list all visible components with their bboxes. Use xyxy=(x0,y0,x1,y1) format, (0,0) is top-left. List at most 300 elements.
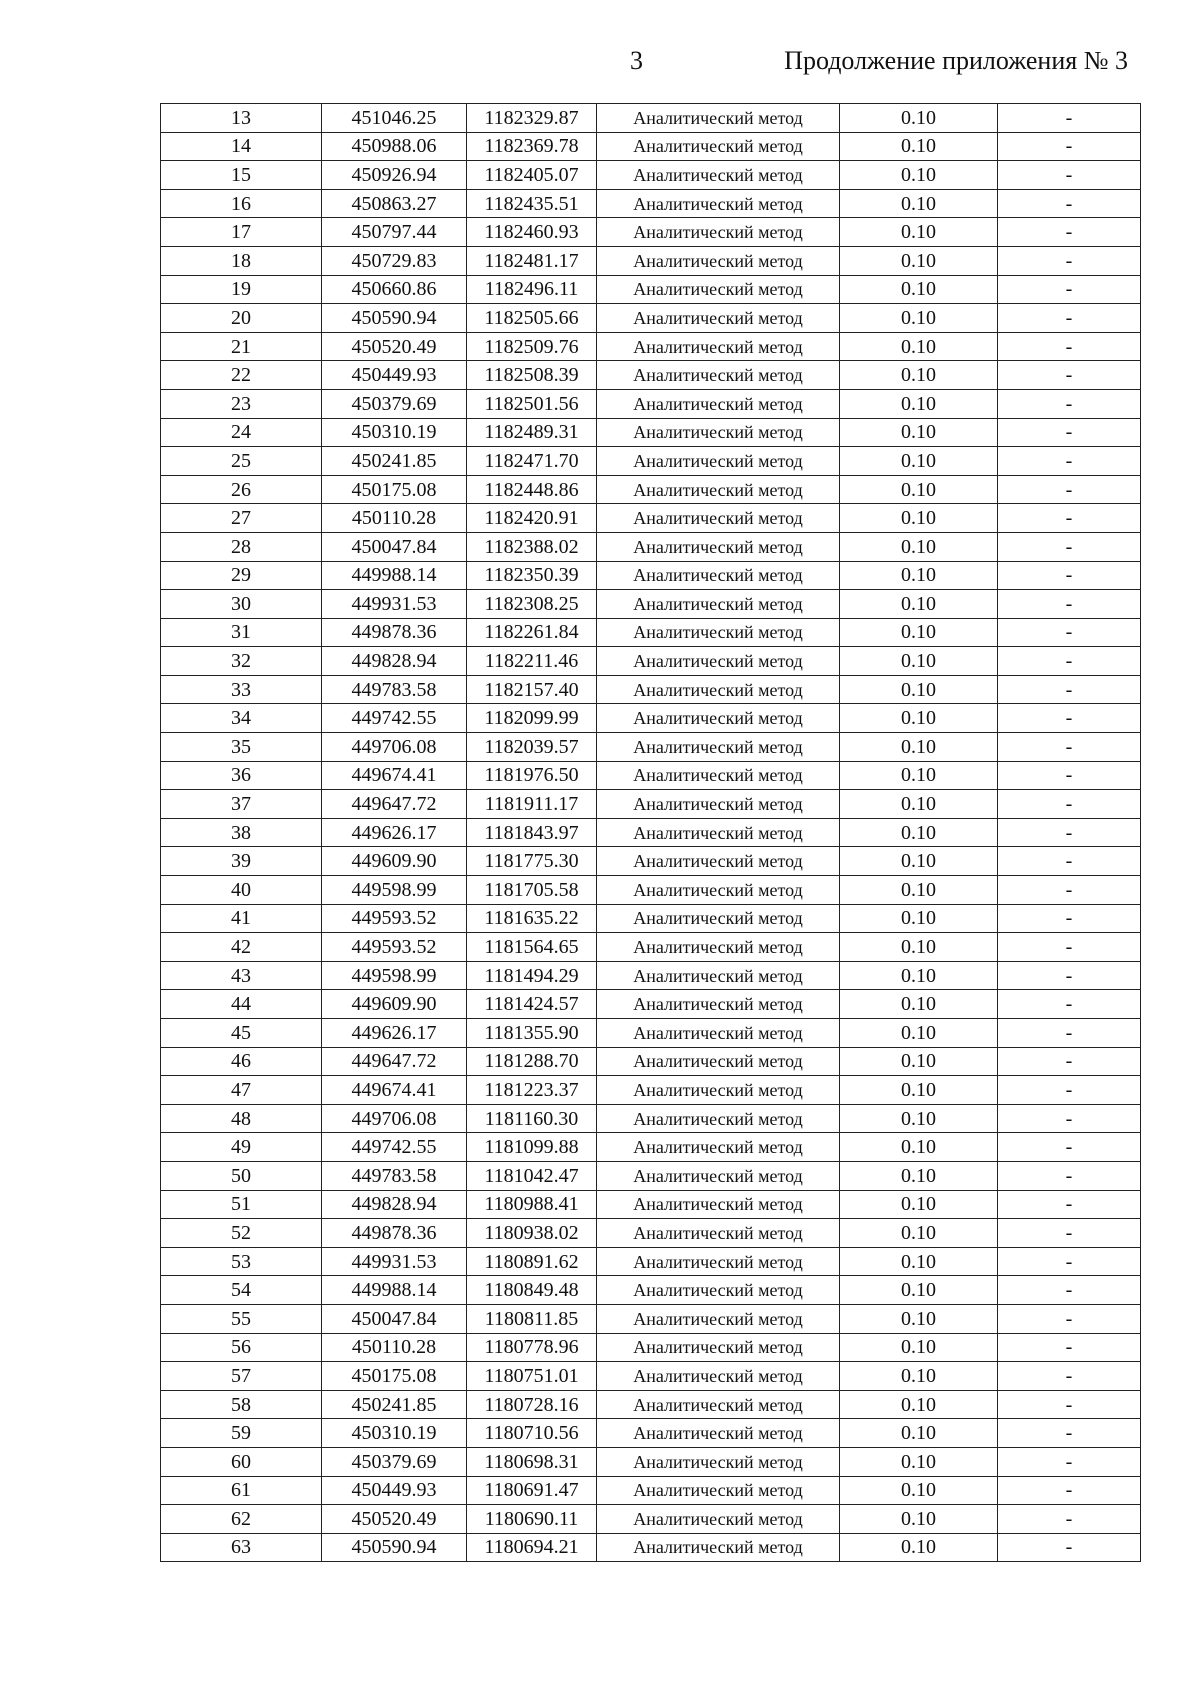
note-cell: - xyxy=(998,246,1141,275)
y-coordinate-cell: 1181424.57 xyxy=(467,990,597,1019)
y-coordinate-cell: 1181976.50 xyxy=(467,761,597,790)
point-number-cell: 26 xyxy=(161,475,322,504)
note-cell: - xyxy=(998,733,1141,762)
point-number-cell: 57 xyxy=(161,1362,322,1391)
accuracy-cell: 0.10 xyxy=(840,847,998,876)
table-row xyxy=(161,1419,1141,1448)
point-number-cell: 48 xyxy=(161,1104,322,1133)
note-cell: - xyxy=(998,104,1141,133)
accuracy-cell: 0.10 xyxy=(840,1104,998,1133)
point-number-cell: 20 xyxy=(161,304,322,333)
point-number-cell: 23 xyxy=(161,389,322,418)
y-coordinate-cell: 1182448.86 xyxy=(467,475,597,504)
note-cell: - xyxy=(998,818,1141,847)
table-row xyxy=(161,304,1141,333)
y-coordinate-cell: 1180891.62 xyxy=(467,1247,597,1276)
method-cell: Аналитический метод xyxy=(597,704,840,733)
note-cell: - xyxy=(998,961,1141,990)
table-row xyxy=(161,161,1141,190)
method-cell: Аналитический метод xyxy=(597,1190,840,1219)
accuracy-cell: 0.10 xyxy=(840,618,998,647)
y-coordinate-cell: 1180849.48 xyxy=(467,1276,597,1305)
x-coordinate-cell: 449931.53 xyxy=(322,590,467,619)
x-coordinate-cell: 450379.69 xyxy=(322,1447,467,1476)
point-number-cell: 60 xyxy=(161,1447,322,1476)
point-number-cell: 55 xyxy=(161,1304,322,1333)
method-cell: Аналитический метод xyxy=(597,1304,840,1333)
note-cell: - xyxy=(998,1390,1141,1419)
accuracy-cell: 0.10 xyxy=(840,876,998,905)
note-cell: - xyxy=(998,761,1141,790)
x-coordinate-cell: 450863.27 xyxy=(322,189,467,218)
accuracy-cell: 0.10 xyxy=(840,647,998,676)
accuracy-cell: 0.10 xyxy=(840,447,998,476)
accuracy-cell: 0.10 xyxy=(840,275,998,304)
x-coordinate-cell: 450926.94 xyxy=(322,161,467,190)
y-coordinate-cell: 1181223.37 xyxy=(467,1076,597,1105)
note-cell: - xyxy=(998,1161,1141,1190)
x-coordinate-cell: 450449.93 xyxy=(322,361,467,390)
x-coordinate-cell: 450590.94 xyxy=(322,1533,467,1562)
table-row xyxy=(161,1476,1141,1505)
x-coordinate-cell: 450379.69 xyxy=(322,389,467,418)
accuracy-cell: 0.10 xyxy=(840,1190,998,1219)
point-number-cell: 63 xyxy=(161,1533,322,1562)
note-cell: - xyxy=(998,790,1141,819)
table-row xyxy=(161,704,1141,733)
point-number-cell: 32 xyxy=(161,647,322,676)
accuracy-cell: 0.10 xyxy=(840,1019,998,1048)
table-row xyxy=(161,618,1141,647)
y-coordinate-cell: 1182501.56 xyxy=(467,389,597,418)
x-coordinate-cell: 449742.55 xyxy=(322,704,467,733)
note-cell: - xyxy=(998,332,1141,361)
method-cell: Аналитический метод xyxy=(597,389,840,418)
coordinates-table xyxy=(160,103,1141,1562)
method-cell: Аналитический метод xyxy=(597,1076,840,1105)
table-row xyxy=(161,361,1141,390)
method-cell: Аналитический метод xyxy=(597,561,840,590)
table-row xyxy=(161,1362,1141,1391)
table-row xyxy=(161,475,1141,504)
note-cell: - xyxy=(998,418,1141,447)
accuracy-cell: 0.10 xyxy=(840,361,998,390)
note-cell: - xyxy=(998,361,1141,390)
method-cell: Аналитический метод xyxy=(597,161,840,190)
accuracy-cell: 0.10 xyxy=(840,961,998,990)
point-number-cell: 15 xyxy=(161,161,322,190)
page-caption: Продолжение приложения № 3 xyxy=(784,46,1128,75)
method-cell: Аналитический метод xyxy=(597,361,840,390)
point-number-cell: 38 xyxy=(161,818,322,847)
x-coordinate-cell: 450310.19 xyxy=(322,1419,467,1448)
method-cell: Аналитический метод xyxy=(597,304,840,333)
x-coordinate-cell: 450729.83 xyxy=(322,246,467,275)
method-cell: Аналитический метод xyxy=(597,1133,840,1162)
method-cell: Аналитический метод xyxy=(597,847,840,876)
method-cell: Аналитический метод xyxy=(597,1019,840,1048)
accuracy-cell: 0.10 xyxy=(840,504,998,533)
note-cell: - xyxy=(998,132,1141,161)
table-row xyxy=(161,275,1141,304)
table-row xyxy=(161,990,1141,1019)
point-number-cell: 31 xyxy=(161,618,322,647)
point-number-cell: 45 xyxy=(161,1019,322,1048)
method-cell: Аналитический метод xyxy=(597,961,840,990)
point-number-cell: 34 xyxy=(161,704,322,733)
y-coordinate-cell: 1181775.30 xyxy=(467,847,597,876)
y-coordinate-cell: 1182460.93 xyxy=(467,218,597,247)
point-number-cell: 24 xyxy=(161,418,322,447)
y-coordinate-cell: 1180811.85 xyxy=(467,1304,597,1333)
method-cell: Аналитический метод xyxy=(597,1533,840,1562)
accuracy-cell: 0.10 xyxy=(840,1362,998,1391)
point-number-cell: 42 xyxy=(161,933,322,962)
table-row xyxy=(161,675,1141,704)
x-coordinate-cell: 449609.90 xyxy=(322,990,467,1019)
note-cell: - xyxy=(998,161,1141,190)
method-cell: Аналитический метод xyxy=(597,990,840,1019)
accuracy-cell: 0.10 xyxy=(840,561,998,590)
note-cell: - xyxy=(998,304,1141,333)
point-number-cell: 62 xyxy=(161,1505,322,1534)
note-cell: - xyxy=(998,704,1141,733)
x-coordinate-cell: 449988.14 xyxy=(322,1276,467,1305)
table-row xyxy=(161,1219,1141,1248)
accuracy-cell: 0.10 xyxy=(840,1219,998,1248)
note-cell: - xyxy=(998,847,1141,876)
accuracy-cell: 0.10 xyxy=(840,704,998,733)
method-cell: Аналитический метод xyxy=(597,189,840,218)
y-coordinate-cell: 1182329.87 xyxy=(467,104,597,133)
method-cell: Аналитический метод xyxy=(597,246,840,275)
point-number-cell: 58 xyxy=(161,1390,322,1419)
x-coordinate-cell: 449598.99 xyxy=(322,961,467,990)
y-coordinate-cell: 1181099.88 xyxy=(467,1133,597,1162)
table-row xyxy=(161,246,1141,275)
note-cell: - xyxy=(998,933,1141,962)
note-cell: - xyxy=(998,1076,1141,1105)
method-cell: Аналитический метод xyxy=(597,1161,840,1190)
x-coordinate-cell: 449647.72 xyxy=(322,1047,467,1076)
method-cell: Аналитический метод xyxy=(597,647,840,676)
method-cell: Аналитический метод xyxy=(597,1276,840,1305)
x-coordinate-cell: 449674.41 xyxy=(322,1076,467,1105)
accuracy-cell: 0.10 xyxy=(840,1276,998,1305)
point-number-cell: 54 xyxy=(161,1276,322,1305)
accuracy-cell: 0.10 xyxy=(840,1505,998,1534)
table-row xyxy=(161,132,1141,161)
y-coordinate-cell: 1182039.57 xyxy=(467,733,597,762)
note-cell: - xyxy=(998,1104,1141,1133)
note-cell: - xyxy=(998,1133,1141,1162)
x-coordinate-cell: 449647.72 xyxy=(322,790,467,819)
accuracy-cell: 0.10 xyxy=(840,104,998,133)
y-coordinate-cell: 1181355.90 xyxy=(467,1019,597,1048)
table-row xyxy=(161,1076,1141,1105)
table-row xyxy=(161,818,1141,847)
note-cell: - xyxy=(998,1219,1141,1248)
accuracy-cell: 0.10 xyxy=(840,1161,998,1190)
note-cell: - xyxy=(998,475,1141,504)
point-number-cell: 44 xyxy=(161,990,322,1019)
x-coordinate-cell: 450520.49 xyxy=(322,332,467,361)
x-coordinate-cell: 450241.85 xyxy=(322,447,467,476)
accuracy-cell: 0.10 xyxy=(840,675,998,704)
y-coordinate-cell: 1181843.97 xyxy=(467,818,597,847)
note-cell: - xyxy=(998,1333,1141,1362)
accuracy-cell: 0.10 xyxy=(840,1133,998,1162)
note-cell: - xyxy=(998,1362,1141,1391)
accuracy-cell: 0.10 xyxy=(840,132,998,161)
y-coordinate-cell: 1182508.39 xyxy=(467,361,597,390)
table-row xyxy=(161,1304,1141,1333)
note-cell: - xyxy=(998,275,1141,304)
note-cell: - xyxy=(998,1419,1141,1448)
accuracy-cell: 0.10 xyxy=(840,733,998,762)
point-number-cell: 39 xyxy=(161,847,322,876)
point-number-cell: 33 xyxy=(161,675,322,704)
accuracy-cell: 0.10 xyxy=(840,1333,998,1362)
table-row xyxy=(161,532,1141,561)
y-coordinate-cell: 1180751.01 xyxy=(467,1362,597,1391)
x-coordinate-cell: 450110.28 xyxy=(322,1333,467,1362)
point-number-cell: 52 xyxy=(161,1219,322,1248)
method-cell: Аналитический метод xyxy=(597,532,840,561)
method-cell: Аналитический метод xyxy=(597,447,840,476)
x-coordinate-cell: 450520.49 xyxy=(322,1505,467,1534)
table-row xyxy=(161,1505,1141,1534)
y-coordinate-cell: 1180988.41 xyxy=(467,1190,597,1219)
table-row xyxy=(161,1047,1141,1076)
method-cell: Аналитический метод xyxy=(597,418,840,447)
y-coordinate-cell: 1180728.16 xyxy=(467,1390,597,1419)
accuracy-cell: 0.10 xyxy=(840,933,998,962)
table-row xyxy=(161,733,1141,762)
x-coordinate-cell: 449828.94 xyxy=(322,1190,467,1219)
point-number-cell: 43 xyxy=(161,961,322,990)
point-number-cell: 46 xyxy=(161,1047,322,1076)
y-coordinate-cell: 1181705.58 xyxy=(467,876,597,905)
accuracy-cell: 0.10 xyxy=(840,1076,998,1105)
y-coordinate-cell: 1182481.17 xyxy=(467,246,597,275)
x-coordinate-cell: 449674.41 xyxy=(322,761,467,790)
y-coordinate-cell: 1182369.78 xyxy=(467,132,597,161)
table-row xyxy=(161,561,1141,590)
note-cell: - xyxy=(998,1276,1141,1305)
method-cell: Аналитический метод xyxy=(597,1047,840,1076)
y-coordinate-cell: 1182157.40 xyxy=(467,675,597,704)
table-row xyxy=(161,104,1141,133)
note-cell: - xyxy=(998,590,1141,619)
x-coordinate-cell: 449742.55 xyxy=(322,1133,467,1162)
note-cell: - xyxy=(998,1476,1141,1505)
y-coordinate-cell: 1182308.25 xyxy=(467,590,597,619)
method-cell: Аналитический метод xyxy=(597,618,840,647)
table-row xyxy=(161,590,1141,619)
y-coordinate-cell: 1180710.56 xyxy=(467,1419,597,1448)
x-coordinate-cell: 449783.58 xyxy=(322,1161,467,1190)
accuracy-cell: 0.10 xyxy=(840,1447,998,1476)
y-coordinate-cell: 1182489.31 xyxy=(467,418,597,447)
accuracy-cell: 0.10 xyxy=(840,904,998,933)
method-cell: Аналитический метод xyxy=(597,1219,840,1248)
x-coordinate-cell: 449988.14 xyxy=(322,561,467,590)
point-number-cell: 47 xyxy=(161,1076,322,1105)
method-cell: Аналитический метод xyxy=(597,1362,840,1391)
point-number-cell: 14 xyxy=(161,132,322,161)
accuracy-cell: 0.10 xyxy=(840,161,998,190)
x-coordinate-cell: 449626.17 xyxy=(322,1019,467,1048)
method-cell: Аналитический метод xyxy=(597,1447,840,1476)
method-cell: Аналитический метод xyxy=(597,761,840,790)
table-row xyxy=(161,1019,1141,1048)
table-row xyxy=(161,1133,1141,1162)
table-row xyxy=(161,447,1141,476)
x-coordinate-cell: 450660.86 xyxy=(322,275,467,304)
point-number-cell: 18 xyxy=(161,246,322,275)
point-number-cell: 29 xyxy=(161,561,322,590)
y-coordinate-cell: 1180690.11 xyxy=(467,1505,597,1534)
accuracy-cell: 0.10 xyxy=(840,218,998,247)
table-row xyxy=(161,933,1141,962)
table-row xyxy=(161,790,1141,819)
y-coordinate-cell: 1181042.47 xyxy=(467,1161,597,1190)
accuracy-cell: 0.10 xyxy=(840,1533,998,1562)
accuracy-cell: 0.10 xyxy=(840,389,998,418)
table-row xyxy=(161,961,1141,990)
table-row xyxy=(161,1247,1141,1276)
x-coordinate-cell: 449931.53 xyxy=(322,1247,467,1276)
y-coordinate-cell: 1182261.84 xyxy=(467,618,597,647)
y-coordinate-cell: 1182388.02 xyxy=(467,532,597,561)
y-coordinate-cell: 1180694.21 xyxy=(467,1533,597,1562)
table-row xyxy=(161,1390,1141,1419)
method-cell: Аналитический метод xyxy=(597,1419,840,1448)
accuracy-cell: 0.10 xyxy=(840,1419,998,1448)
y-coordinate-cell: 1180691.47 xyxy=(467,1476,597,1505)
x-coordinate-cell: 450590.94 xyxy=(322,304,467,333)
y-coordinate-cell: 1182505.66 xyxy=(467,304,597,333)
accuracy-cell: 0.10 xyxy=(840,1390,998,1419)
y-coordinate-cell: 1180938.02 xyxy=(467,1219,597,1248)
table-row xyxy=(161,876,1141,905)
method-cell: Аналитический метод xyxy=(597,504,840,533)
table-row xyxy=(161,761,1141,790)
method-cell: Аналитический метод xyxy=(597,1505,840,1534)
accuracy-cell: 0.10 xyxy=(840,532,998,561)
x-coordinate-cell: 449609.90 xyxy=(322,847,467,876)
note-cell: - xyxy=(998,904,1141,933)
table-row xyxy=(161,1104,1141,1133)
y-coordinate-cell: 1182350.39 xyxy=(467,561,597,590)
x-coordinate-cell: 450797.44 xyxy=(322,218,467,247)
y-coordinate-cell: 1181288.70 xyxy=(467,1047,597,1076)
point-number-cell: 50 xyxy=(161,1161,322,1190)
y-coordinate-cell: 1181911.17 xyxy=(467,790,597,819)
accuracy-cell: 0.10 xyxy=(840,990,998,1019)
note-cell: - xyxy=(998,647,1141,676)
point-number-cell: 22 xyxy=(161,361,322,390)
accuracy-cell: 0.10 xyxy=(840,189,998,218)
table-row xyxy=(161,1447,1141,1476)
note-cell: - xyxy=(998,561,1141,590)
point-number-cell: 35 xyxy=(161,733,322,762)
coordinates-table-body xyxy=(161,104,1141,1562)
note-cell: - xyxy=(998,1247,1141,1276)
table-row xyxy=(161,1161,1141,1190)
y-coordinate-cell: 1181564.65 xyxy=(467,933,597,962)
x-coordinate-cell: 449878.36 xyxy=(322,1219,467,1248)
point-number-cell: 53 xyxy=(161,1247,322,1276)
accuracy-cell: 0.10 xyxy=(840,1304,998,1333)
table-row xyxy=(161,1333,1141,1362)
y-coordinate-cell: 1182471.70 xyxy=(467,447,597,476)
x-coordinate-cell: 449783.58 xyxy=(322,675,467,704)
method-cell: Аналитический метод xyxy=(597,218,840,247)
point-number-cell: 61 xyxy=(161,1476,322,1505)
point-number-cell: 17 xyxy=(161,218,322,247)
accuracy-cell: 0.10 xyxy=(840,590,998,619)
y-coordinate-cell: 1181494.29 xyxy=(467,961,597,990)
table-row xyxy=(161,847,1141,876)
method-cell: Аналитический метод xyxy=(597,104,840,133)
x-coordinate-cell: 449706.08 xyxy=(322,733,467,762)
y-coordinate-cell: 1182405.07 xyxy=(467,161,597,190)
table-row xyxy=(161,1190,1141,1219)
point-number-cell: 56 xyxy=(161,1333,322,1362)
accuracy-cell: 0.10 xyxy=(840,1247,998,1276)
accuracy-cell: 0.10 xyxy=(840,418,998,447)
note-cell: - xyxy=(998,1019,1141,1048)
method-cell: Аналитический метод xyxy=(597,1104,840,1133)
point-number-cell: 19 xyxy=(161,275,322,304)
accuracy-cell: 0.10 xyxy=(840,304,998,333)
x-coordinate-cell: 450047.84 xyxy=(322,532,467,561)
note-cell: - xyxy=(998,675,1141,704)
point-number-cell: 51 xyxy=(161,1190,322,1219)
point-number-cell: 28 xyxy=(161,532,322,561)
x-coordinate-cell: 449626.17 xyxy=(322,818,467,847)
x-coordinate-cell: 450175.08 xyxy=(322,1362,467,1391)
point-number-cell: 49 xyxy=(161,1133,322,1162)
x-coordinate-cell: 450988.06 xyxy=(322,132,467,161)
accuracy-cell: 0.10 xyxy=(840,790,998,819)
x-coordinate-cell: 450175.08 xyxy=(322,475,467,504)
x-coordinate-cell: 449706.08 xyxy=(322,1104,467,1133)
method-cell: Аналитический метод xyxy=(597,1247,840,1276)
point-number-cell: 36 xyxy=(161,761,322,790)
y-coordinate-cell: 1182420.91 xyxy=(467,504,597,533)
y-coordinate-cell: 1180698.31 xyxy=(467,1447,597,1476)
method-cell: Аналитический метод xyxy=(597,1390,840,1419)
x-coordinate-cell: 449878.36 xyxy=(322,618,467,647)
table-row xyxy=(161,189,1141,218)
point-number-cell: 59 xyxy=(161,1419,322,1448)
point-number-cell: 13 xyxy=(161,104,322,133)
y-coordinate-cell: 1181635.22 xyxy=(467,904,597,933)
method-cell: Аналитический метод xyxy=(597,475,840,504)
accuracy-cell: 0.10 xyxy=(840,475,998,504)
accuracy-cell: 0.10 xyxy=(840,246,998,275)
y-coordinate-cell: 1182099.99 xyxy=(467,704,597,733)
table-row xyxy=(161,418,1141,447)
table-row xyxy=(161,1533,1141,1562)
point-number-cell: 21 xyxy=(161,332,322,361)
y-coordinate-cell: 1180778.96 xyxy=(467,1333,597,1362)
note-cell: - xyxy=(998,1190,1141,1219)
x-coordinate-cell: 449598.99 xyxy=(322,876,467,905)
